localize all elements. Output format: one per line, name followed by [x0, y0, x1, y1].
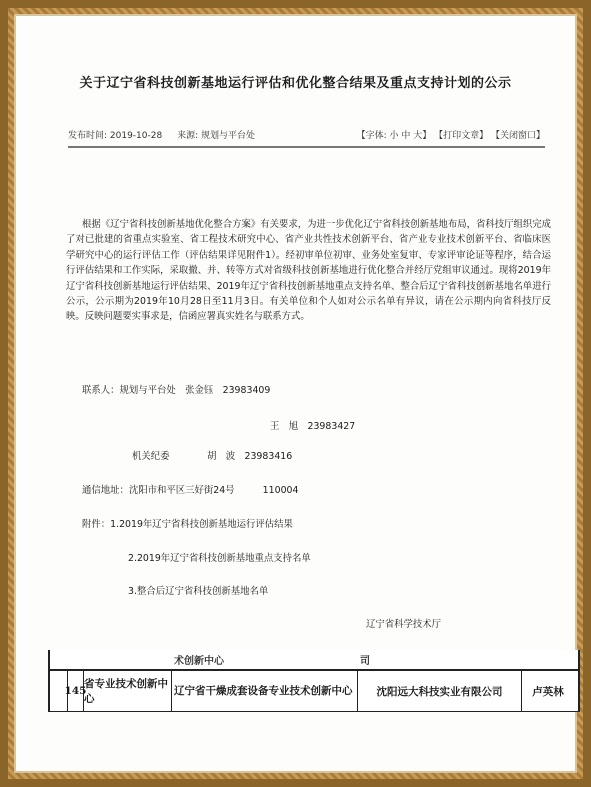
print-link[interactable]: 【打印文章】	[434, 131, 489, 141]
table-excerpt	[48, 650, 580, 712]
cell-type: 省专业技术创新中心	[84, 671, 172, 711]
table-cut-text-right: 司	[360, 656, 370, 667]
signer: 辽宁省科学技术厅	[366, 619, 442, 630]
source: 来源: 规划与平台处	[177, 131, 255, 141]
cell-company: 沈阳远大科技实业有限公司	[358, 671, 522, 711]
meta-actions	[357, 128, 545, 141]
divider	[68, 146, 545, 148]
attachment-3[interactable]: 3.整合后辽宁省科技创新基地名单	[128, 586, 269, 597]
contact-line-3: 机关纪委 胡 波 23983416	[132, 451, 293, 462]
cell-no: 145	[68, 671, 84, 711]
table-row	[50, 669, 578, 712]
attachment-1[interactable]: 附件：1.2019年辽宁省科技创新基地运行评估结果	[82, 519, 293, 530]
contact-line-1: 联系人：规划与平台处 张金钰 23983409	[82, 385, 271, 396]
contact-line-2: 王 旭 23983427	[270, 421, 356, 432]
attachment-2[interactable]: 2.2019年辽宁省科技创新基地重点支持名单	[128, 553, 311, 564]
address-line: 通信地址：沈阳市和平区三好街24号 110004	[82, 485, 299, 496]
close-window-link[interactable]: 【关闭窗口】	[490, 131, 545, 141]
publish-time: 发布时间: 2019-10-28	[68, 131, 163, 141]
table-cut-text-left: 术创新中心	[174, 656, 224, 667]
meta-info	[68, 128, 267, 141]
cell-name: 辽宁省干燥成套设备专业技术创新中心	[172, 671, 358, 711]
font-size-toggle[interactable]: 【字体: 小 中 大】	[356, 131, 432, 141]
body-paragraph: 根据《辽宁省科技创新基地优化整合方案》有关要求，为进一步优化辽宁省科技创新基地布局，省科技厅组织完成了对已批建的省重点实验室、省工程技术研究中心、省产业共性技术创新平台、省产业专业技术创新平台、省临床医学研究中心的运行评估工作（评估结果详见附件1）。经初审单位初审、业务处室复审、专家评审论证等程序，结合运行评估结果和工作实际，采取撤、并、转等方式对省级科技创新基地进行优化整合并经厅党组审议通过。现将2019年辽宁省科技创新基地运行评估结果、2019年辽宁省科技创新基地重点支持名单、整合后辽宁省科技创新基地名单进行公示，公示期为2019年10月28日至11月3日。有关单位和个人如对公示名单有异议，请在公示期内向省科技厅反映。反映问题要实事求是，信函应署真实姓名与联系方式。	[66, 219, 551, 323]
page-title: 关于辽宁省科技创新基地运行评估和优化整合结果及重点支持计划的公示	[79, 76, 512, 91]
cell-person: 卢英林	[532, 685, 564, 698]
